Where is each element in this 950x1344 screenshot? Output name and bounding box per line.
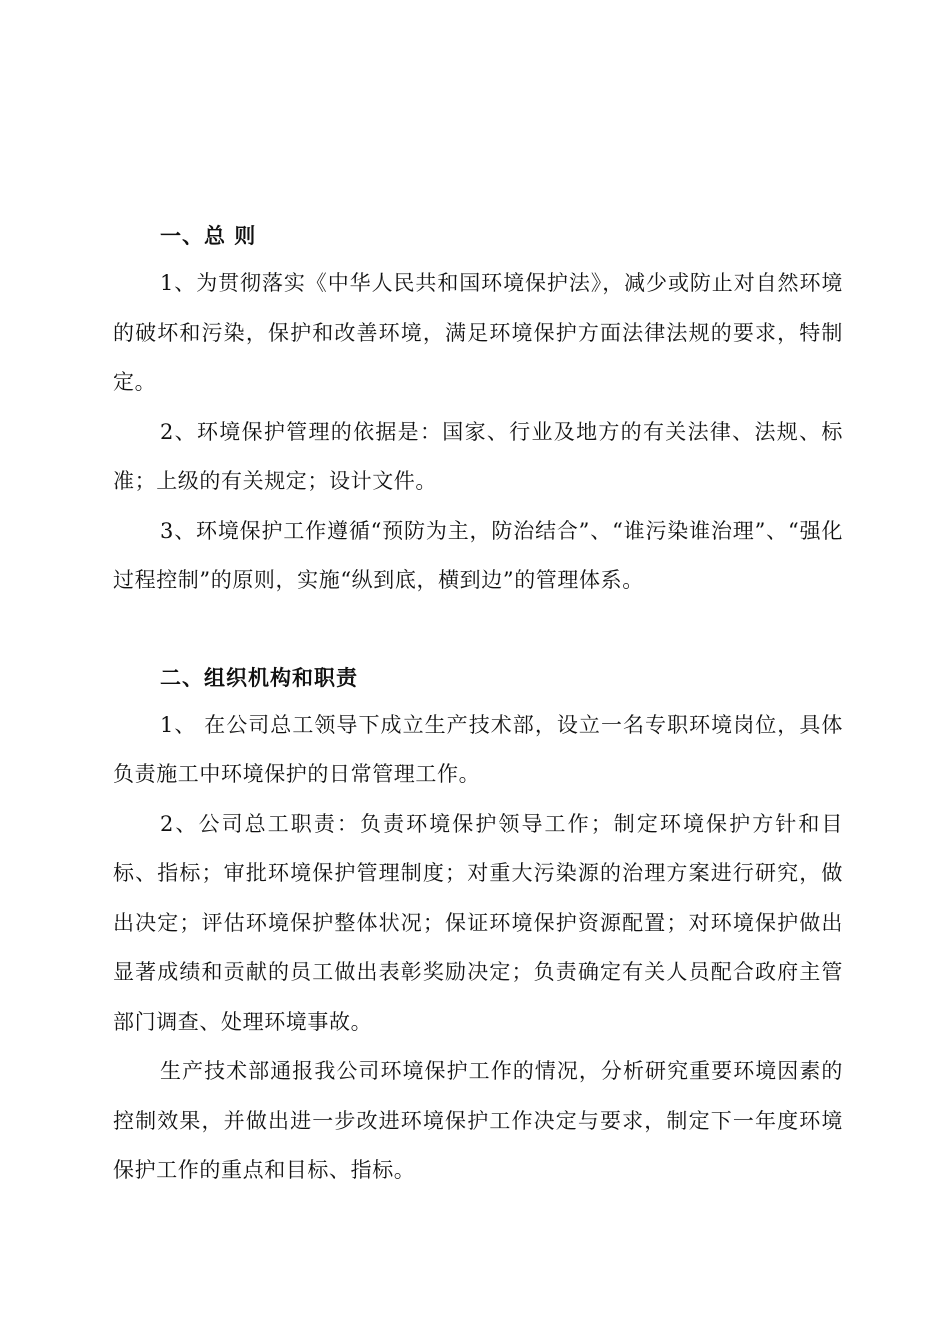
paragraph: 1、为贯彻落实《中华人民共和国环境保护法》，减少或防止对自然环境的破坏和污染，保护和改善环境，满足环境保护方面法律法规的要求，特制定。 xyxy=(113,271,843,394)
section-general xyxy=(113,216,843,606)
paragraph: 生产技术部通报我公司环境保护工作的情况，分析研究重要环境因素的控制效果，并做出进一步改进环境保护工作决定与要求，制定下一年度环境保护工作的重点和目标、指标。 xyxy=(113,1059,843,1182)
paragraph: 2、环境保护管理的依据是：国家、行业及地方的有关法律、法规、标准；上级的有关规定；设计文件。 xyxy=(113,419,843,493)
section-heading: 二、组织机构和职责 xyxy=(160,665,358,690)
section-organization xyxy=(113,658,843,1196)
paragraph: 3、环境保护工作遵循“预防为主，防治结合”、“谁污染谁治理”、“强化过程控制”的原则，实施“纵到底，横到边”的管理体系。 xyxy=(113,518,843,592)
paragraph: 2、公司总工职责：负责环境保护领导工作；制定环境保护方针和目标、指标；审批环境保护管理制度；对重大污染源的治理方案进行研究，做出决定；评估环境保护整体状况；保证环境保护资源配置；对环境保护做出显著成绩和贡献的员工做出表彰奖励决定；负责确定有关人员配合政府主管部门调查、处理环境事故。 xyxy=(113,811,843,1034)
section-heading: 一、总 则 xyxy=(160,224,257,248)
paragraph: 1、 在公司总工领导下成立生产技术部，设立一名专职环境岗位，具体负责施工中环境保护的日常管理工作。 xyxy=(113,712,843,786)
document-body xyxy=(113,216,843,1196)
